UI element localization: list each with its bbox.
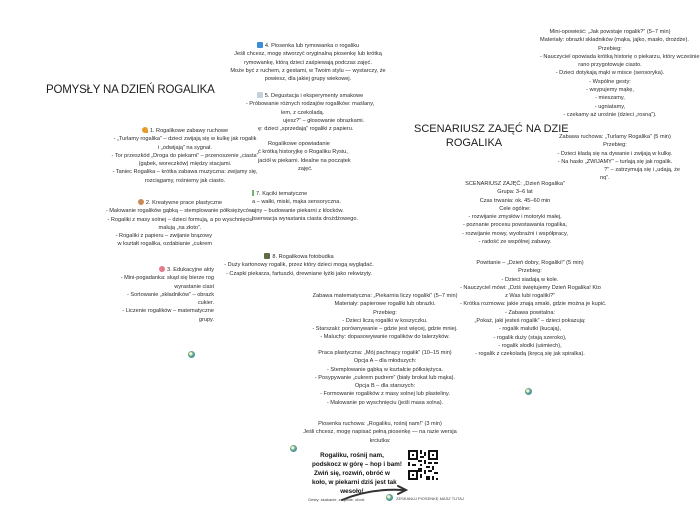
text-line: Przebieg: bbox=[518, 268, 542, 275]
text-line: - Taniec Rogalika – krótka zabawa muzyczna: zwijamy się, bbox=[112, 169, 258, 176]
cookie-icon bbox=[138, 199, 144, 205]
croissant-icon bbox=[142, 127, 148, 133]
text-line: - wsypujemy mąkę, bbox=[586, 87, 634, 94]
text-line: - Czapki piekarza, fartuszki, drewniane łyżki jako rekwizyty. bbox=[225, 270, 372, 277]
text-line: Przebieg: bbox=[373, 309, 397, 316]
text-line: - Malowanie rogalików gąbką – stemplowanie półksiężyców. bbox=[105, 208, 255, 215]
text-line: - Wspólne gesty: bbox=[589, 78, 631, 85]
text-line: i „odwijają” na sygnał. bbox=[158, 144, 212, 151]
text-line: Opcja A – dla młodszych: bbox=[353, 358, 417, 365]
section-story[interactable] bbox=[258, 140, 378, 173]
text-line: - Posypywanie „cukrem pudrem” (biały brokat lub mąka). bbox=[314, 374, 456, 381]
section-heading: Mini-opowieść: „Jak powstaje rogalik?” (5–7 min) bbox=[549, 29, 671, 35]
text-line: (gąbek, woreczków) między stacjami. bbox=[138, 161, 232, 168]
section-heading: 1. Rogalikowe zabawy ruchowe bbox=[149, 128, 229, 134]
scenario-block[interactable] bbox=[450, 180, 580, 246]
section-heading: 3. Edukacyjne akty bbox=[167, 267, 214, 273]
section-heading: Rogalikowe opowiadanie bbox=[268, 141, 330, 147]
text-line: - Zabawa powitalna: bbox=[504, 309, 556, 316]
text-line: nq”. bbox=[600, 175, 610, 182]
text-line: - Starszaki: porównywanie – gdzie jest więcej, gdzie mniej. bbox=[312, 326, 458, 333]
text-line: Przebieg: bbox=[603, 142, 627, 149]
text-line: zajęć. bbox=[298, 165, 313, 172]
section-movement-games[interactable] bbox=[110, 127, 260, 185]
brain-icon bbox=[159, 266, 165, 272]
text-line: - Dzieci liczą rogaliki w koszyczku. bbox=[342, 317, 428, 324]
text-line: - Tor przeszkód „Droga do piekarni” – przenoszenie „ciasta” bbox=[111, 152, 259, 159]
section-photobooth[interactable] bbox=[224, 253, 374, 278]
text-line: - rozwijanie mowy, wyobraźni i współpracy, bbox=[462, 230, 568, 237]
text-line: powiesz, dla jakiej grupy wiekowej. bbox=[264, 76, 352, 83]
text-line: Czas trwania: ok. 45–60 min bbox=[479, 197, 551, 204]
math-game-block[interactable] bbox=[310, 292, 460, 342]
text-line: - Malowanie po wyschnięciu (jeśli masa solna). bbox=[326, 399, 444, 406]
text-line: wyrastanie ciast bbox=[174, 283, 214, 290]
text-line: - Rogaliki z papieru – zwijanie brązowy bbox=[115, 233, 212, 240]
section-heading: 2. Kreatywne prace plastyczne bbox=[145, 200, 223, 206]
text-line: Może być z ruchem, z gestami, w Twoim stylu — wystarczy, że bbox=[230, 67, 386, 74]
text-line: ę: dzieci „sprzedają” rogaliki z papieru. bbox=[258, 126, 354, 133]
song-lyrics: Rogaliku, rośnij nam, podskocz w górę – hop i bam! Zwiń się, rozwiń, obróć w koło, w piekarni dziś jest tak wesoło! bbox=[312, 452, 402, 495]
scenario-title: SCENARIUSZ ZAJĘĆ NA DZIE ROGALIKA bbox=[414, 123, 569, 149]
text-line: ujesz?” – głosowanie obrazkami. bbox=[283, 117, 365, 124]
text-line: ajny – budowanie piekarni z klocków. bbox=[252, 207, 344, 214]
section-heading: Piosenka ruchowa: „Rogaliku, rośnij nam!” (3 min) bbox=[318, 421, 442, 427]
section-heading: 7. Kąciki tematyczne bbox=[256, 191, 308, 197]
art-work-block[interactable] bbox=[310, 349, 460, 407]
greeting-block[interactable] bbox=[460, 259, 607, 359]
section-heading: Praca plastyczna: „Mój pachnący rogalik” (10–15 min) bbox=[318, 350, 452, 356]
plate-icon bbox=[257, 92, 263, 98]
text-line: - Duży kartonowy rogalik, przez który dzieci mogą wyglądać. bbox=[224, 262, 374, 269]
text-line: grupy. bbox=[198, 316, 214, 323]
text-line: - Na hasło „ZWIJAMY” – turlają się jak rogalik. bbox=[557, 158, 673, 165]
text-line: z Was lubi rogaliki?” bbox=[505, 293, 555, 300]
text-line: Materiały: papierowe rogaliki lub obrazki. bbox=[334, 301, 436, 308]
text-line: - Nauczyciel mówi: „Dziś świętujemy Dzień Rogalika! Kto bbox=[460, 284, 601, 291]
text-line: rano przygotowuje ciasto. bbox=[578, 62, 642, 69]
text-line: bserwacja wyrastania ciasta drożdżowego. bbox=[252, 215, 359, 222]
text-line: - Sortowanie „składników” – obrazk bbox=[126, 291, 214, 298]
globe-icon bbox=[188, 351, 195, 358]
text-line: Opcja B – dla starszych: bbox=[354, 383, 416, 390]
text-line: Jeśli chcesz, mogę stworzyć oryginalną piosenkę lub krótką bbox=[234, 51, 382, 58]
text-line: w kształt rogalika, ozdabianie „cukrem bbox=[117, 241, 212, 248]
text-line: - radość ze wspólnej zabawy. bbox=[478, 239, 552, 246]
text-line: lem, z czekoladą. bbox=[281, 109, 325, 116]
song-block[interactable] bbox=[300, 420, 460, 445]
music-note-icon bbox=[257, 42, 263, 48]
text-line: - Rogaliki z masy solnej – dzieci formują, a po wyschnięciu bbox=[107, 216, 253, 223]
camera-icon bbox=[264, 253, 270, 259]
section-heading: 8. Rogalikowa fotobudka bbox=[272, 254, 334, 260]
section-tasting[interactable] bbox=[240, 92, 380, 133]
mini-story-block[interactable] bbox=[540, 28, 700, 119]
text-line: ć krótką historyjkę o Rogaliku Rysiu, bbox=[258, 149, 348, 156]
text-line: - rozwijanie zmysłów i motoryki małej, bbox=[468, 214, 562, 221]
text-line: Materiały: obrazki składników (mąka, jajko, masło, drożdże). bbox=[540, 37, 689, 44]
text-line: - rogalik malutki (kucają), bbox=[498, 326, 562, 333]
text-line: malują „na złoto”. bbox=[158, 224, 202, 231]
text-line: Cele ogólne: bbox=[499, 205, 531, 212]
text-line: - Mini-pogadanka: skąd się bierze rog bbox=[120, 275, 214, 282]
text-line: - Formowanie rogalików z masy solnej lub plasteliny. bbox=[320, 391, 450, 398]
text-line: - mieszamy, bbox=[595, 95, 625, 102]
text-line: rymowankę, którą dzieci zaśpiewają podczas zajęć. bbox=[244, 59, 372, 66]
text-line: a – wałki, miski, mąka sensoryczna. bbox=[252, 199, 341, 206]
movement-game-block[interactable] bbox=[550, 133, 680, 183]
text-line: krciutka: bbox=[369, 437, 391, 444]
section-heading: Zabawa ruchowa: „Turlamy Rogalika” (5 min) bbox=[559, 134, 671, 140]
text-line: - rogalik duży (stają szeroko), bbox=[493, 334, 567, 341]
globe-icon bbox=[386, 494, 393, 501]
section-heading: Powitanie – „Dzień dobry, Rogaliki!” (5 min) bbox=[476, 260, 584, 266]
text-line: cukier. bbox=[197, 300, 214, 307]
section-song[interactable] bbox=[228, 42, 388, 83]
text-line: - ugniatamy, bbox=[594, 103, 626, 110]
globe-icon bbox=[290, 445, 297, 452]
section-heading: Zabawa matematyczna: „Piekarnia liczy rogaliki” (5–7 min) bbox=[312, 293, 458, 299]
text-line: - rogalik słodki (uśmiech), bbox=[498, 342, 562, 349]
text-line: - Stemplowanie gąbką w kształcie półksiężyca. bbox=[327, 366, 443, 373]
section-theme-corners[interactable] bbox=[252, 190, 392, 223]
text-line: - Dzieci dotykają mąki w misce (sensoryka). bbox=[555, 70, 665, 77]
qr-caption: ZESKANUJ PIOSENKĘ MASZ TUTAJ bbox=[396, 496, 464, 501]
text-line: - Dzieci siadają w kole. bbox=[501, 276, 559, 283]
text-line: - poznanie procesu powstawania rogalika, bbox=[462, 222, 568, 229]
globe-icon bbox=[525, 388, 532, 395]
qr-code[interactable] bbox=[408, 450, 438, 480]
text-line: - Maluchy: dopasowywanie rogalików do talerzyków. bbox=[320, 334, 450, 341]
text-line: - Liczenie rogalików – matematyczne bbox=[122, 308, 214, 315]
corner-icon bbox=[252, 190, 254, 196]
text-line: - Krótka rozmowa: jakie znają smaki, gdzie można je kupić. bbox=[460, 301, 607, 308]
section-heading: SCENARIUSZ ZAJĘĆ: „Dzień Rogalika” bbox=[465, 181, 565, 187]
section-heading: 5. Degustacja i eksperymenty smakowe bbox=[264, 93, 364, 99]
section-heading: 4. Piosenka lub rymowanka o rogaliku bbox=[264, 43, 360, 49]
gestures-note: Gesty: skakanie, zwijanie, obrót. bbox=[308, 497, 366, 502]
text-line: - Dzieci kładą się na dywanie i zwijają w kulkę. bbox=[557, 150, 673, 157]
text-line: „Pokaż, jaki jesteś rogalik” – dzieci pokazują: bbox=[474, 318, 586, 325]
text-line: - „Turlamy rogalika” – dzieci zwijają się w kulkę jak rogalik bbox=[113, 136, 257, 143]
text-line: Jeśli chcesz, mogę napisać pełną piosenkę — na razie wersja bbox=[303, 429, 457, 436]
text-line: ?” – zatrzymują się i „udają, że bbox=[604, 167, 680, 174]
section-educational[interactable] bbox=[110, 266, 214, 324]
text-line: Przebieg: bbox=[598, 45, 622, 52]
text-line: - czekamy aż urośnie (dzieci „rosną”). bbox=[563, 111, 657, 118]
text-line: - Próbowanie różnych rodzajów rogalików: maślany, bbox=[245, 101, 375, 108]
text-line: jaciół w piekarni. Idealne na początek bbox=[258, 157, 351, 164]
text-line: Grupa: 3–6 lat bbox=[497, 189, 533, 196]
text-line: - Nauczyciel opowiada krótką historię o piekarzu, który wcześnie bbox=[540, 53, 700, 60]
ideas-title: POMYSŁY NA DZIEŃ ROGALIKA bbox=[46, 84, 215, 96]
text-line: rozciągamy, rośniemy jak ciasto. bbox=[144, 177, 226, 184]
text-line: - rogalik z czekoladą (kręcą się jak spiralka). bbox=[475, 351, 585, 358]
section-art-works[interactable] bbox=[100, 199, 260, 249]
